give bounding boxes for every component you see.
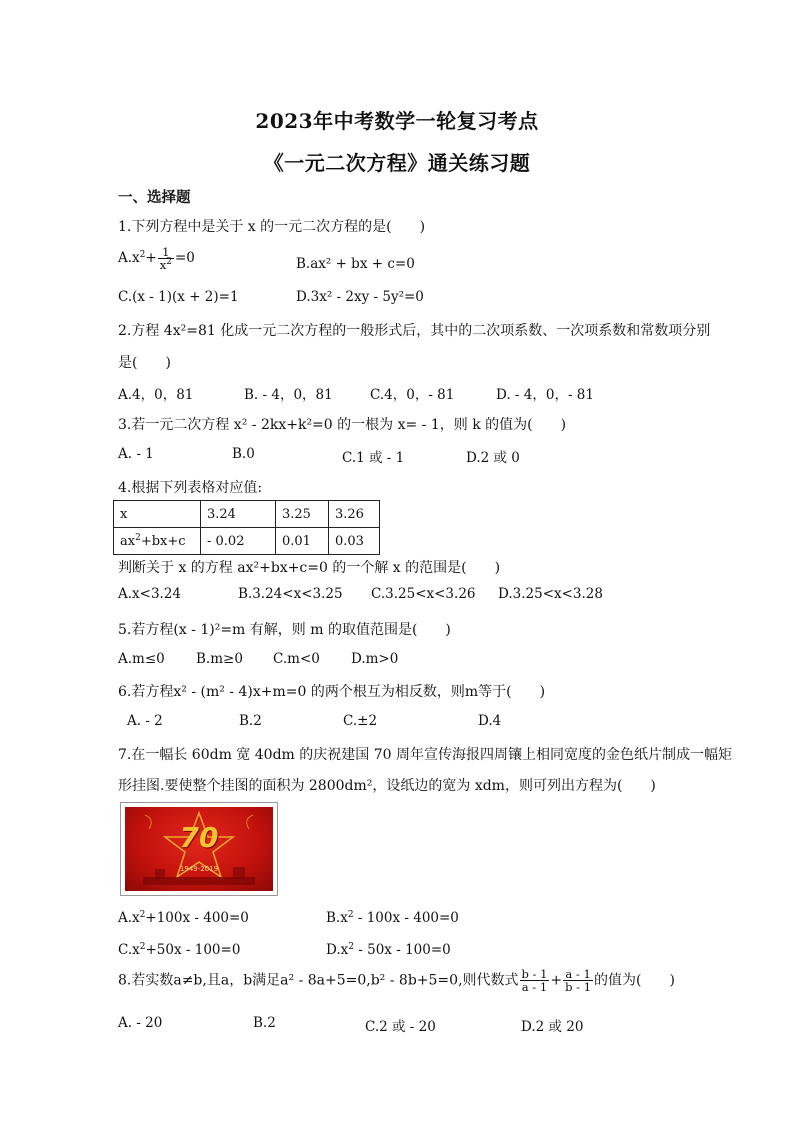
- doc-subtitle: 《一元二次方程》通关练习题: [263, 151, 531, 175]
- question-5-option-b: B.m≥0: [196, 651, 243, 667]
- question-1-option-a: $A.x^2+$ $\frac{1}{x^2}$ =0: [118, 245, 195, 273]
- question-7-option-b: $B.x^2 - 100x - 400=0$: [326, 910, 459, 926]
- table-cell: 0.01: [276, 528, 329, 555]
- fraction: $\frac{a - 1}{b - 1}$: [565, 967, 592, 995]
- question-8-option-d: D.2 或 20: [521, 1019, 584, 1035]
- table-cell: 3.26: [329, 501, 380, 528]
- value-table: [113, 500, 380, 555]
- table-cell: 3.24: [201, 501, 276, 528]
- question-2-stem: 2.方程 4x²=81 化成一元二次方程的一般形式后，其中的二次项系数、一次项系数和常数项分别: [118, 323, 711, 339]
- table-cell: 0.03: [329, 528, 380, 555]
- question-2-option-b: B. - 4，0，81: [244, 387, 333, 403]
- question-7-option-a: $A.x^2+100x - 400=0$: [118, 910, 249, 926]
- question-1-stem: 1.下列方程中是关于 x 的一元二次方程的是( ): [118, 219, 426, 235]
- question-5-option-d: D.m>0: [351, 651, 399, 667]
- question-5-option-a: A.m≤0: [118, 651, 165, 667]
- question-7-stem: 7.在一幅长 60dm 宽 40dm 的庆祝建国 70 周年宣传海报四周镶上相同宽度的金色纸片制成一幅矩: [118, 747, 732, 763]
- question-3-option-b: B.0: [232, 446, 255, 462]
- question-4-stem: 4.根据下列表格对应值:: [118, 480, 263, 496]
- poster-years: 1949-2019: [179, 865, 219, 873]
- question-6-option-a: A. - 2: [127, 713, 163, 729]
- anniversary-poster-image: [120, 802, 278, 896]
- question-4-option-a: A.x<3.24: [118, 586, 182, 602]
- question-1-option-d: D.3x² - 2xy - 5y²=0: [296, 289, 424, 305]
- question-2-option-d: D. - 4，0，- 81: [496, 387, 594, 403]
- doc-title: 2023年中考数学一轮复习考点: [255, 109, 539, 133]
- fraction: $\frac{b - 1}{a - 1}$: [521, 967, 548, 995]
- section-heading: 一、选择题: [118, 189, 191, 206]
- question-6-option-d: D.4: [478, 713, 502, 729]
- question-8-stem: 8.若实数a≠b,且a，b满足a² - 8a+5=0,b² - 8b+5=0,则代数式 $\frac{b - 1}{a - 1}$ + $\frac{a - 1}{b - 1}$ 的值为( ): [118, 967, 675, 995]
- question-3-option-a: A. - 1: [118, 446, 154, 462]
- table-cell: 3.25: [276, 501, 329, 528]
- poster-number: 70: [179, 821, 219, 854]
- question-2-stem-cont: 是( ): [118, 355, 171, 371]
- question-3-stem: 3.若一元二次方程 x² - 2kx+k²=0 的一根为 x= - 1，则 k 的值为( ): [118, 417, 567, 433]
- question-4-option-d: D.3.25<x<3.28: [498, 586, 603, 602]
- question-6-option-b: B.2: [239, 713, 262, 729]
- question-2-option-c: C.4，0，- 81: [370, 387, 455, 403]
- question-6-stem: 6.若方程x² - (m² - 4)x+m=0 的两个根互为相反数，则m等于( ): [118, 684, 546, 700]
- question-3-option-d: D.2 或 0: [466, 450, 520, 466]
- question-1-option-c: C.(x - 1)(x + 2)=1: [118, 289, 239, 305]
- question-8-option-a: A. - 20: [118, 1015, 163, 1031]
- question-8-option-b: B.2: [253, 1015, 276, 1031]
- table-cell: x: [114, 501, 201, 528]
- question-2-option-a: A.4，0，81: [118, 387, 194, 403]
- table-cell: - 0.02: [201, 528, 276, 555]
- question-7-option-d: $D.x^2 - 50x - 100=0$: [326, 942, 451, 958]
- question-3-option-c: C.1 或 - 1: [342, 450, 405, 466]
- question-1-option-b: B.ax² + bx + c=0: [296, 256, 415, 272]
- question-6-option-c: C.±2: [343, 713, 378, 729]
- table-row: [114, 501, 380, 528]
- question-4-option-b: B.3.24<x<3.25: [238, 586, 343, 602]
- question-4-stem-cont: 判断关于 x 的方程 ax²+bx+c=0 的一个解 x 的范围是( ): [118, 560, 501, 576]
- question-7-option-c: $C.x^2+50x - 100=0$: [118, 942, 241, 958]
- question-7-stem-cont: 形挂图.要使整个挂图的面积为 2800dm²，设纸边的宽为 xdm，则可列出方程为( ): [118, 778, 656, 794]
- table-row: [114, 528, 380, 555]
- question-5-stem: 5.若方程(x - 1)²=m 有解，则 m 的取值范围是( ): [118, 622, 451, 638]
- question-5-option-c: C.m<0: [273, 651, 320, 667]
- question-4-option-c: C.3.25<x<3.26: [371, 586, 476, 602]
- fraction: $\frac{1}{x^2}$: [159, 245, 172, 273]
- question-8-option-c: C.2 或 - 20: [365, 1019, 436, 1035]
- table-cell: $ax^2+bx+c$: [114, 528, 201, 555]
